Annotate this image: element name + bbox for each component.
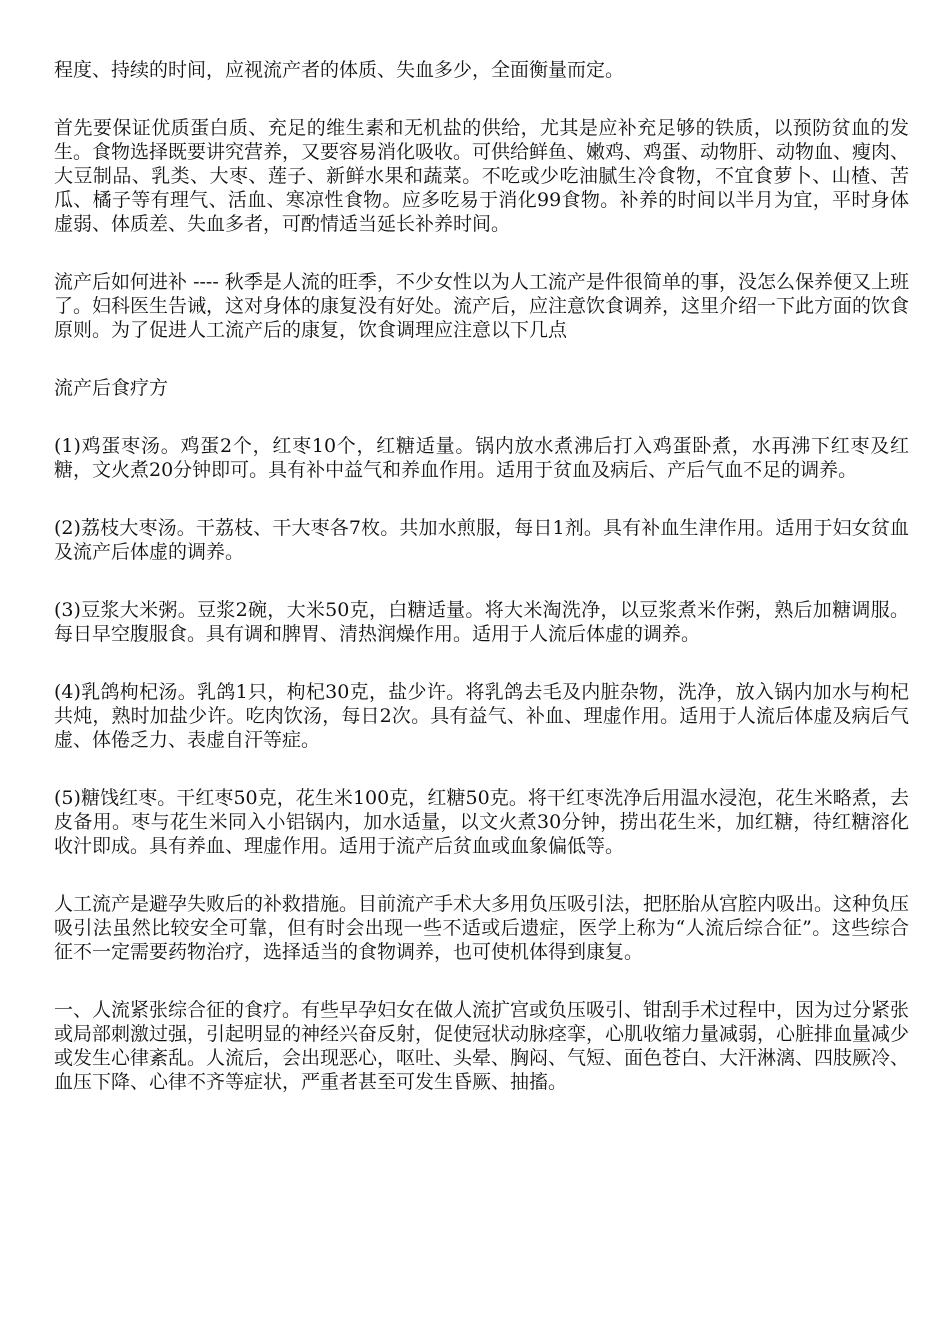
recipe-item-1: (1)鸡蛋枣汤。鸡蛋2个，红枣10个，红糖适量。锅内放水煮沸后打入鸡蛋卧煮，水再沸下红枣及红糖，文火煮20分钟即可。具有补中益气和养血作用。适用于贫血及病后、产后气血不足的调养。 bbox=[54, 435, 909, 481]
recipe-item-5: (5)糖饯红枣。干红枣50克，花生米100克，红糖50克。将干红枣洗净后用温水浸泡，花生米略煮，去皮备用。枣与花生米同入小铝锅内，加水适量，以文火煮30分钟，捞出花生米，加红糖，待红糖溶化收汁即成。具有养血、理虚作用。适用于流产后贫血或血象偏低等。 bbox=[54, 787, 909, 857]
recipe-item-4: (4)乳鸽枸杞汤。乳鸽1只，枸杞30克，盐少许。将乳鸽去毛及内脏杂物，洗净，放入锅内加水与枸杞共炖，熟时加盐少许。吃肉饮汤，每日2次。具有益气、补血、理虚作用。适用于人流后体虚及病后气虚、体倦乏力、表虚自汗等症。 bbox=[54, 681, 909, 751]
document-page bbox=[54, 58, 909, 1094]
paragraph-tension-syndrome: 一、人流紧张综合征的食疗。有些早孕妇女在做人流扩宫或负压吸引、钳刮手术过程中，因为过分紧张或局部刺激过强，引起明显的神经兴奋反射，促使冠状动脉痉挛，心肌收缩力量减弱，心脏排血量减少或发生心律紊乱。人流后，会出现恶心，呕吐、头晕、胸闷、气短、面色苍白、大汗淋漓、四肢厥冷、血压下降、心律不齐等症状，严重者甚至可发生昏厥、抽搐。 bbox=[54, 999, 910, 1093]
paragraph-how-to-nourish: 流产后如何进补 ---- 秋季是人流的旺季，不少女性以为人工流产是件很简单的事，没怎么保养便又上班了。妇科医生告诫，这对身体的康复没有好处。流产后，应注意饮食调养，这里介绍一下此方面的饮食原则。为了促进人工流产后的康复，饮食调理应注意以下几点 bbox=[54, 271, 910, 341]
recipe-item-3: (3)豆浆大米粥。豆浆2碗，大米50克，白糖适量。将大米淘洗净，以豆浆煮米作粥，熟后加糖调服。每日早空腹服食。具有调和脾胃、清热润燥作用。适用于人流后体虚的调养。 bbox=[54, 599, 909, 645]
paragraph-recovery-intro: 程度、持续的时间，应视流产者的体质、失血多少，全面衡量而定。 bbox=[54, 59, 625, 81]
paragraph-nutrition: 首先要保证优质蛋白质、充足的维生素和无机盐的供给，尤其是应补充足够的铁质，以预防贫血的发生。食物选择既要讲究营养，又要容易消化吸收。可供给鲜鱼、嫩鸡、鸡蛋、动物肝、动物血、瘦肉、大豆制品、乳类、大枣、莲子、新鲜水果和蔬菜。不吃或少吃油腻生冷食物，不宜食萝卜、山楂、苦瓜、橘子等有理气、活血、寒凉性食物。应多吃易于消化99食物。补养的时间以半月为宜，平时身体虚弱、体质差、失血多者，可酌情适当延长补养时间。 bbox=[54, 117, 910, 235]
paragraph-syndrome-intro: 人工流产是避孕失败后的补救措施。目前流产手术大多用负压吸引法，把胚胎从宫腔内吸出。这种负压吸引法虽然比较安全可靠，但有时会出现一些不适或后遗症，医学上称为“人流后综合征”。这些综合征不一定需要药物治疗，选择适当的食物调养，也可使机体得到康复。 bbox=[54, 893, 910, 963]
section-heading-recipes: 流产后食疗方 bbox=[54, 377, 169, 399]
recipe-item-2: (2)荔枝大枣汤。干荔枝、干大枣各7枚。共加水煎服，每日1剂。具有补血生津作用。适用于妇女贫血及流产后体虚的调养。 bbox=[54, 517, 909, 563]
